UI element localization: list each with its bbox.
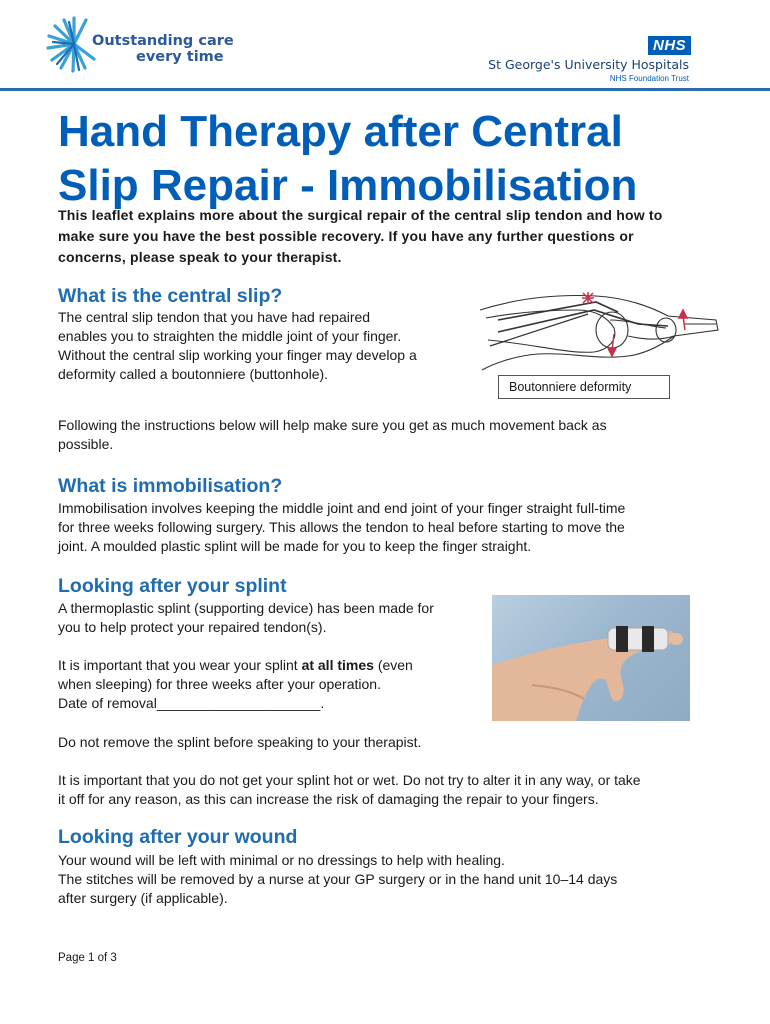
wear-text-end: (even	[373, 657, 413, 673]
page-number: Page 1 of 3	[58, 952, 117, 964]
wear-emphasis: at all times	[301, 657, 374, 673]
wound-text	[58, 851, 758, 908]
removal-date-line: Date of removal_____________________.	[58, 695, 325, 711]
body-line: Immobilisation involves keeping the middle joint and end joint of your finger straight full-time	[58, 500, 626, 516]
heading-splint: Looking after your splint	[58, 575, 287, 597]
splint-warnings	[58, 733, 768, 809]
header-divider	[0, 88, 770, 91]
splint-text	[58, 599, 483, 713]
body-line: Your wound will be left with minimal or no dressings to help with healing.	[58, 852, 505, 868]
body-line: A thermoplastic splint (supporting device) has been made for	[58, 600, 434, 616]
trust-name: St George's University Hospitals	[488, 57, 689, 72]
body-line: it off for any reason, as this can increase the risk of damaging the repair to your fingers.	[58, 791, 599, 807]
body-line: after surgery (if applicable).	[58, 890, 228, 906]
body-line: when sleeping) for three weeks after your operation.	[58, 676, 381, 692]
title-line-1: Hand Therapy after Central	[58, 107, 623, 156]
title-line-2: Slip Repair - Immobilisation	[58, 161, 638, 210]
body-line: It is important that you do not get your splint hot or wet. Do not try to alter it in any way, or take	[58, 772, 641, 788]
body-line: possible.	[58, 436, 114, 452]
body-line: joint. A moulded plastic splint will be made for you to keep the finger straight.	[58, 538, 532, 554]
figure-caption: Boutonniere deformity	[498, 375, 670, 399]
central-slip-text	[58, 308, 478, 384]
body-line: you to help protect your repaired tendon(s).	[58, 619, 327, 635]
body-line: Do not remove the splint before speaking to your therapist.	[58, 734, 422, 750]
body-line: The stitches will be removed by a nurse at your GP surgery or in the hand unit 10–14 days	[58, 871, 618, 887]
intro-line: This leaflet explains more about the surgical repair of the central slip tendon and how to	[58, 207, 663, 223]
header	[0, 0, 770, 92]
intro-line: concerns, please speak to your therapist.	[58, 249, 342, 265]
body-line: The central slip tendon that you have had repaired	[58, 309, 371, 325]
splint-photo	[492, 595, 690, 721]
body-line: for three weeks following surgery. This allows the tendon to heal before starting to move the	[58, 519, 625, 535]
page-title	[58, 105, 758, 213]
heading-wound: Looking after your wound	[58, 826, 298, 848]
body-line: enables you to straighten the middle joint of your finger.	[58, 328, 402, 344]
body-line: Following the instructions below will help make sure you get as much movement back as	[58, 417, 607, 433]
slogan-line-1: Outstanding care	[92, 33, 234, 49]
body-line: Without the central slip working your finger may develop a	[58, 347, 417, 363]
boutonniere-diagram	[478, 280, 726, 372]
heading-immobilisation: What is immobilisation?	[58, 475, 283, 497]
trust-subtitle: NHS Foundation Trust	[609, 74, 689, 83]
intro-line: make sure you have the best possible recovery. If you have any further questions or	[58, 228, 634, 244]
following-text	[58, 416, 758, 454]
immobilisation-text	[58, 499, 758, 556]
intro-paragraph	[58, 205, 758, 268]
slogan-line-2: every time	[136, 49, 224, 65]
nhs-logo: NHS	[648, 36, 691, 55]
wear-text: It is important that you wear your splint	[58, 657, 302, 673]
body-line: deformity called a boutonniere (buttonhole).	[58, 366, 329, 382]
wear-line	[58, 656, 483, 675]
heading-central-slip: What is the central slip?	[58, 285, 283, 307]
